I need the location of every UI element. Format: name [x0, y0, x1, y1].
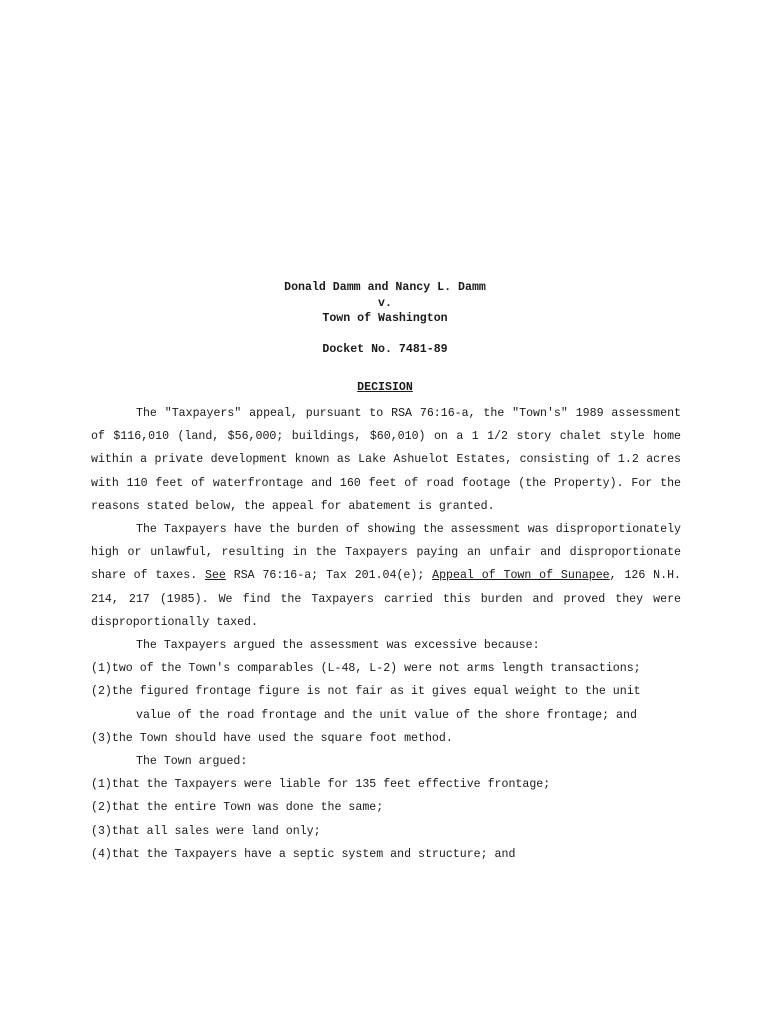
- versus-line: v.: [378, 296, 392, 310]
- case-citation: Appeal of Town of Sunapee: [432, 569, 610, 583]
- list-item: (2)the figured frontage figure is not fair as it gives equal weight to the unit value of the road frontage and the unit value of the shore frontage; and: [91, 685, 641, 722]
- see-signal: See: [205, 569, 226, 583]
- plaintiffs-line: Donald Damm and Nancy L. Damm: [284, 281, 486, 294]
- case-caption: [0, 280, 770, 327]
- list-item: (2)that the entire Town was done the same;: [91, 801, 384, 815]
- list-item: (3)that all sales were land only;: [91, 824, 321, 838]
- list-item: (1)that the Taxpayers were liable for 135 feet effective frontage;: [91, 778, 551, 792]
- paragraph-appeal: The "Taxpayers" appeal, pursuant to RSA 76:16-a, the "Town's" 1989 assessment of $116,010 (land, $56,000; buildings, $60,010) on a 1 1/2 story chalet style home within a private development known as Lake Ashuelot Estates, consisting of 1.2 acres with 110 feet of waterfrontage and 160 feet of road footage (the Property). For the reasons stated below, the appeal for abatement is granted.: [91, 407, 681, 513]
- taxpayers-arguments-list: [91, 657, 681, 750]
- decision-heading: DECISION: [357, 381, 413, 394]
- taxpayers-arguments-intro: The Taxpayers argued the assessment was excessive because:: [136, 639, 540, 653]
- list-item: (4)that the Taxpayers have a septic system and structure; and: [91, 847, 516, 861]
- town-arguments-intro: The Town argued:: [136, 755, 248, 769]
- burden-text-1: The Taxpayers have the burden of showing the assessment was disproportionately high or unlawful, resulting in the Taxpayers paying an unfair and disproportionate share of taxes.: [91, 523, 681, 583]
- decision-body: [91, 402, 681, 866]
- town-arguments-list: [91, 773, 681, 866]
- defendant-line: Town of Washington: [322, 312, 448, 325]
- docket-number: Docket No. 7481-89: [322, 343, 448, 356]
- burden-text-2: RSA 76:16-a; Tax 201.04(e);: [225, 569, 433, 583]
- list-item: (3)the Town should have used the square foot method.: [91, 731, 453, 745]
- list-item: (1)two of the Town's comparables (L-48, L-2) were not arms length transactions;: [91, 662, 641, 676]
- paragraph-burden: [91, 518, 681, 634]
- burden-text-3: , 126 N.H. 214, 217 (1985). We find the Taxpayers carried this burden and proved they were disproportionally taxed.: [91, 569, 682, 629]
